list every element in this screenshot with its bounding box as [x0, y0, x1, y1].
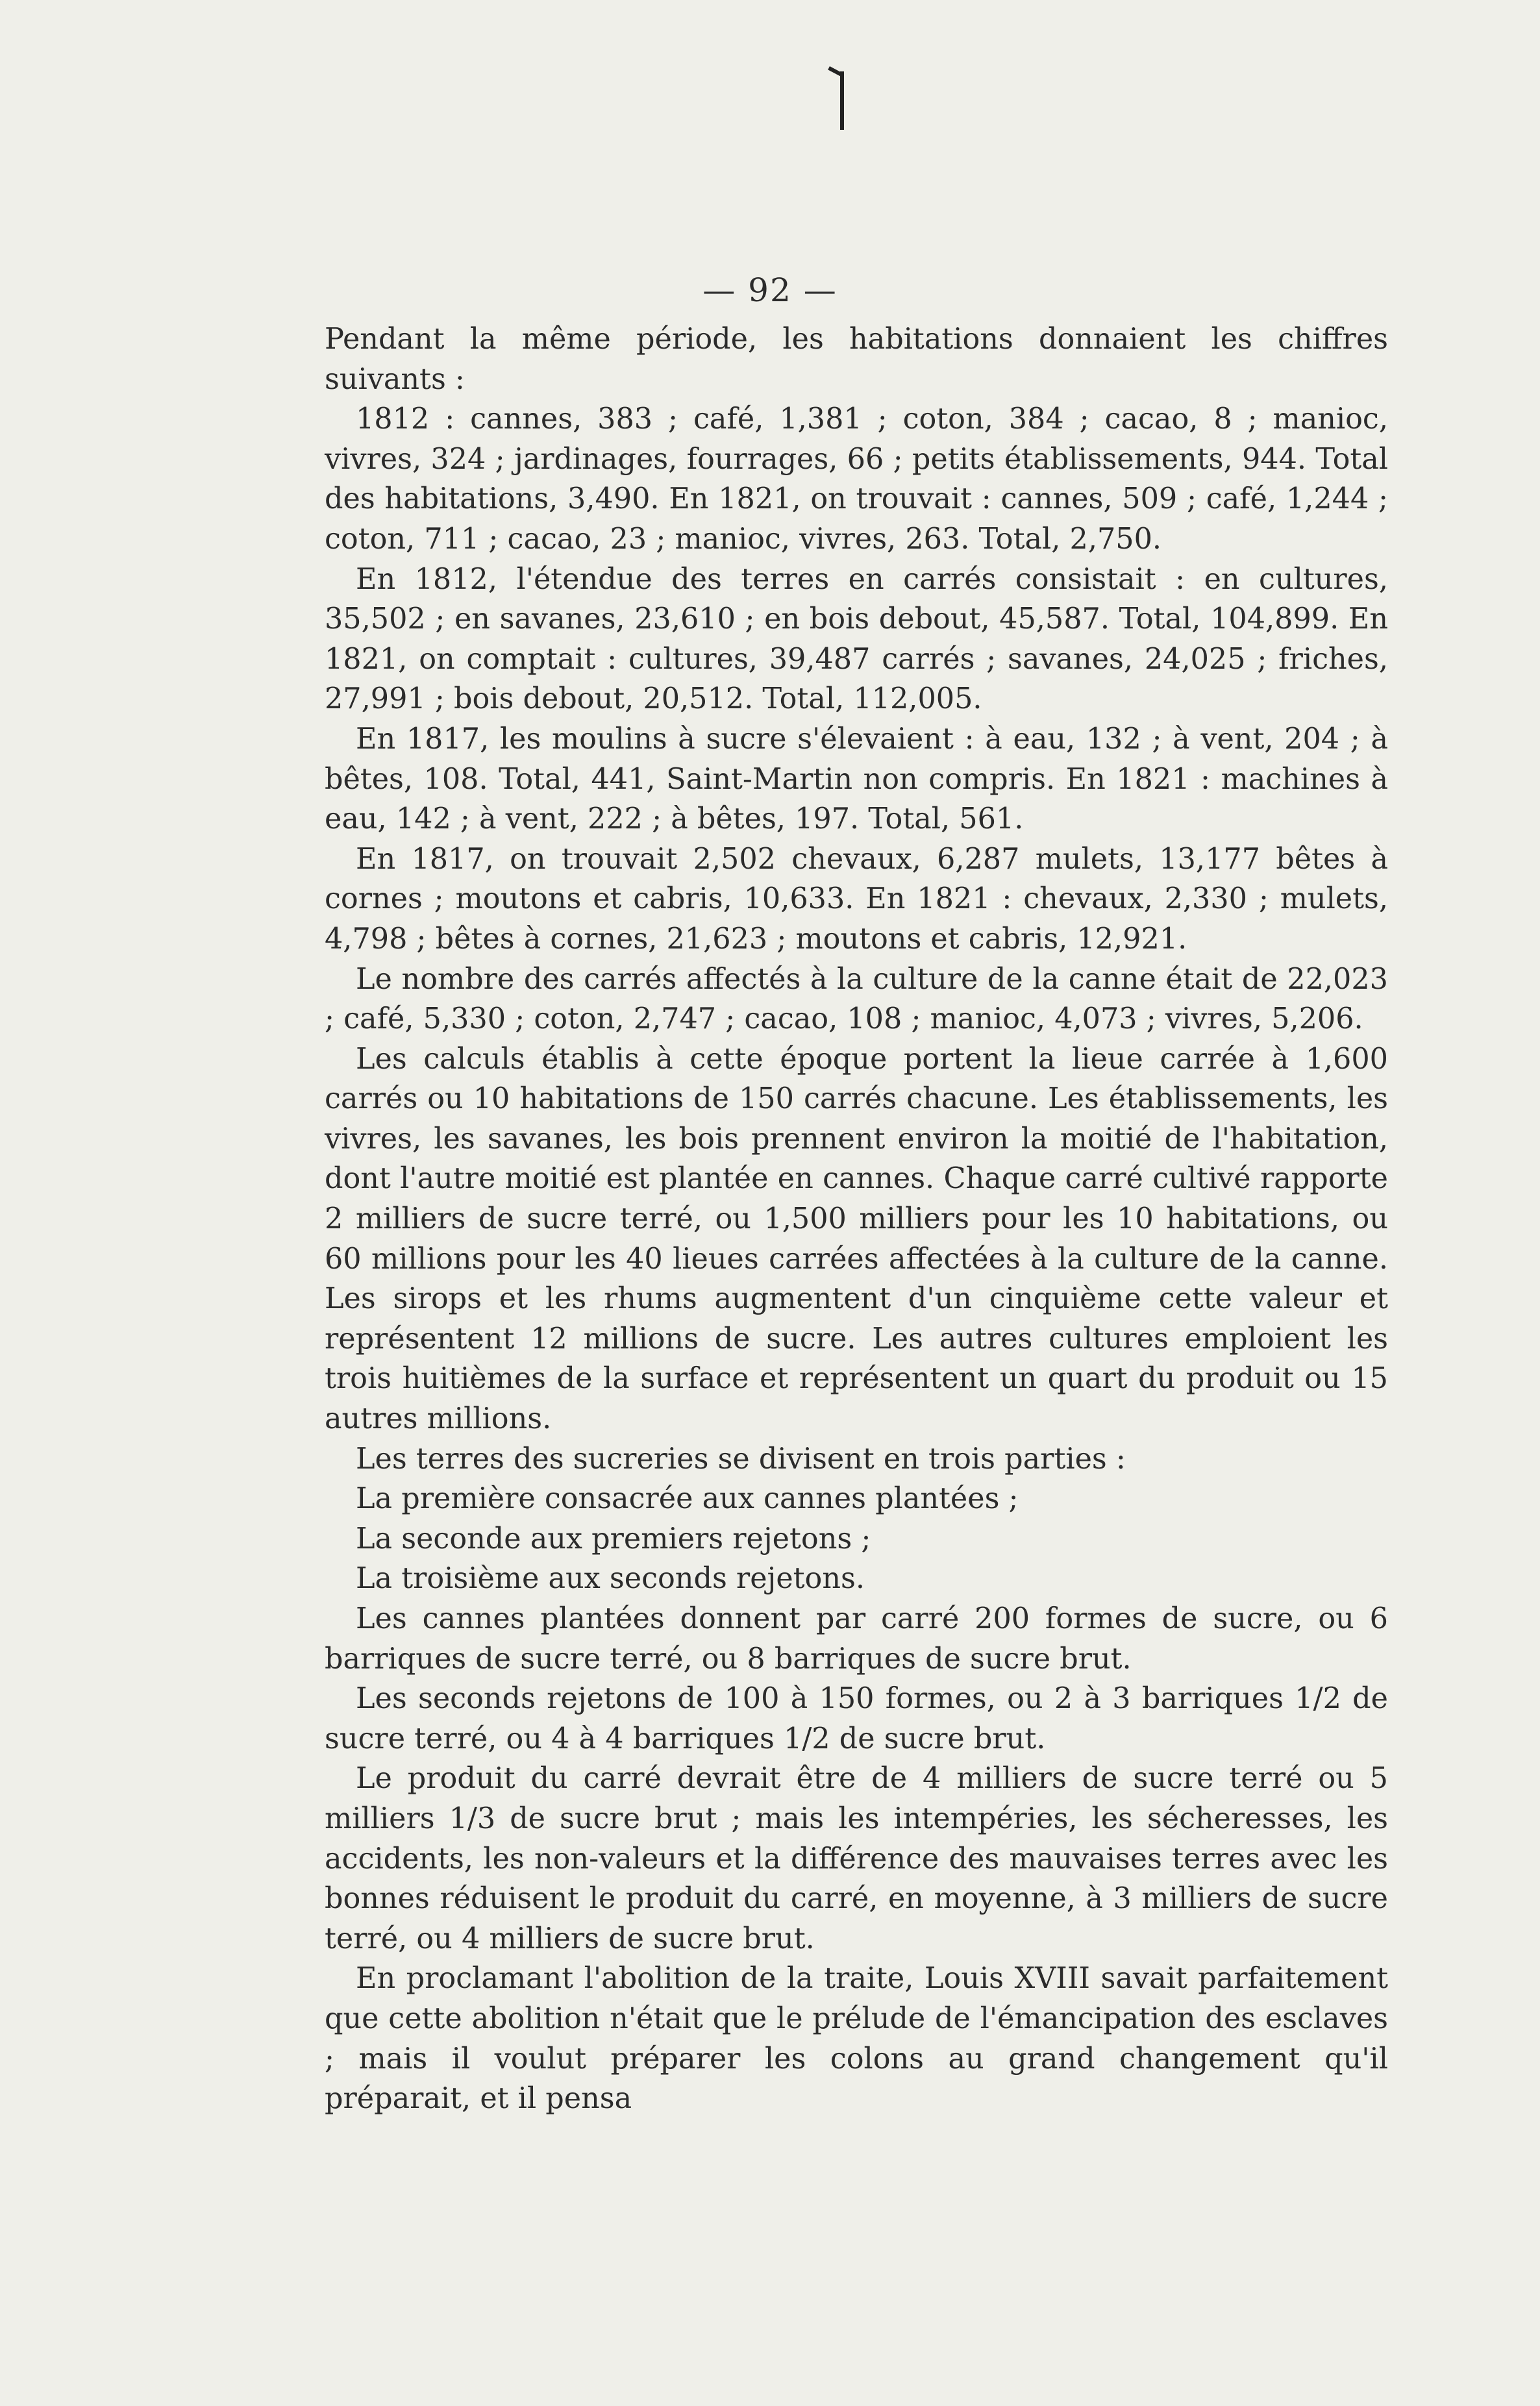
paragraph-betail: En 1817, on trouvait 2,502 chevaux, 6,287 mulets, 13,177 bêtes à cornes ; moutons et cabris, 10,633. En 1821 : chevaux, 2,330 ; mulets, 4,798 ; bêtes à cornes, 21,623 ; moutons et cabris, 12,921. [325, 842, 1388, 956]
paragraph-abolition: En proclamant l'abolition de la traite, Louis XVIII savait parfaitement que cette abolition n'était que le prélude de l'émancipation des esclaves ; mais il voulut préparer les colons au grand changement qu'il préparait, et il pensa [325, 1962, 1388, 2116]
paragraph-produit: Le produit du carré devrait être de 4 milliers de sucre terré ou 5 milliers 1/3 de sucre brut ; mais les intempéries, les sécheresses, les accidents, les non-valeurs et la différence des mauvaises terres avec les bonnes réduisent le produit du carré, en moyenne, à 3 milliers de sucre terré, ou 4 milliers de sucre brut. [325, 1762, 1388, 1955]
paragraph-cannes-plantees: Les cannes plantées donnent par carré 200 formes de sucre, ou 6 barriques de sucre terré, ou 8 barriques de sucre brut. [325, 1602, 1388, 1676]
paragraph-carres: Le nombre des carrés affectés à la culture de la canne était de 22,023 ; café, 5,330 ; coton, 2,747 ; cacao, 108 ; manioc, 4,073 ; vivres, 5,206. [325, 962, 1388, 1036]
paragraph-seconds-rejetons: Les seconds rejetons de 100 à 150 formes, ou 2 à 3 barriques 1/2 de sucre terré, ou 4 à 4 barriques 1/2 de sucre brut. [325, 1682, 1388, 1755]
text-body [325, 319, 1388, 2119]
paragraph-premiere: La première consacrée aux cannes plantées ; [356, 1482, 1019, 1516]
paragraph-terres: En 1812, l'étendue des terres en carrés consistait : en cultures, 35,502 ; en savanes, 23,610 ; en bois debout, 45,587. Total, 104,899. En 1821, on comptait : cultures, 39,487 carrés ; savanes, 24,025 ; friches, 27,991 ; bois debout, 20,512. Total, 112,005. [325, 562, 1388, 716]
paragraph-calculs: Les calculs établis à cette époque portent la lieue carrée à 1,600 carrés ou 10 habitations de 150 carrés chacune. Les établissements, les vivres, les savanes, les bois prennent environ la moitié de l'habitation, dont l'autre moitié est plantée en cannes. Chaque carré cultivé rapporte 2 milliers de sucre terré, ou 1,500 milliers pour les 10 habitations, ou 60 millions pour les 40 lieues carrées affectées à la culture de la canne. Les sirops et les rhums augmentent d'un cinquième cette valeur et représentent 12 millions de sucre. Les autres cultures emploient les trois huitièmes de la surface et représentent un quart du produit ou 15 autres millions. [325, 1042, 1388, 1436]
paragraph-intro: Pendant la même période, les habitations donnaient les chiffres suivants : [325, 323, 1388, 396]
paragraph-habitations: 1812 : cannes, 383 ; café, 1,381 ; coton, 384 ; cacao, 8 ; manioc, vivres, 324 ; jardinages, fourrages, 66 ; petits établissements, 944. Total des habitations, 3,490. En 1821, on trouvait : cannes, 509 ; café, 1,244 ; coton, 711 ; cacao, 23 ; manioc, vivres, 263. Total, 2,750. [325, 403, 1388, 556]
paragraph-sucreries: Les terres des sucreries se divisent en trois parties : [356, 1442, 1126, 1476]
paragraph-seconde: La seconde aux premiers rejetons ; [356, 1522, 871, 1556]
paragraph-troisieme: La troisième aux seconds rejetons. [356, 1562, 865, 1596]
ink-mark [826, 65, 852, 130]
page-number: — 92 — [702, 271, 838, 309]
paragraph-moulins: En 1817, les moulins à sucre s'élevaient : à eau, 132 ; à vent, 204 ; à bêtes, 108. Total, 441, Saint-Martin non compris. En 1821 : machines à eau, 142 ; à vent, 222 ; à bêtes, 197. Total, 561. [325, 722, 1388, 836]
